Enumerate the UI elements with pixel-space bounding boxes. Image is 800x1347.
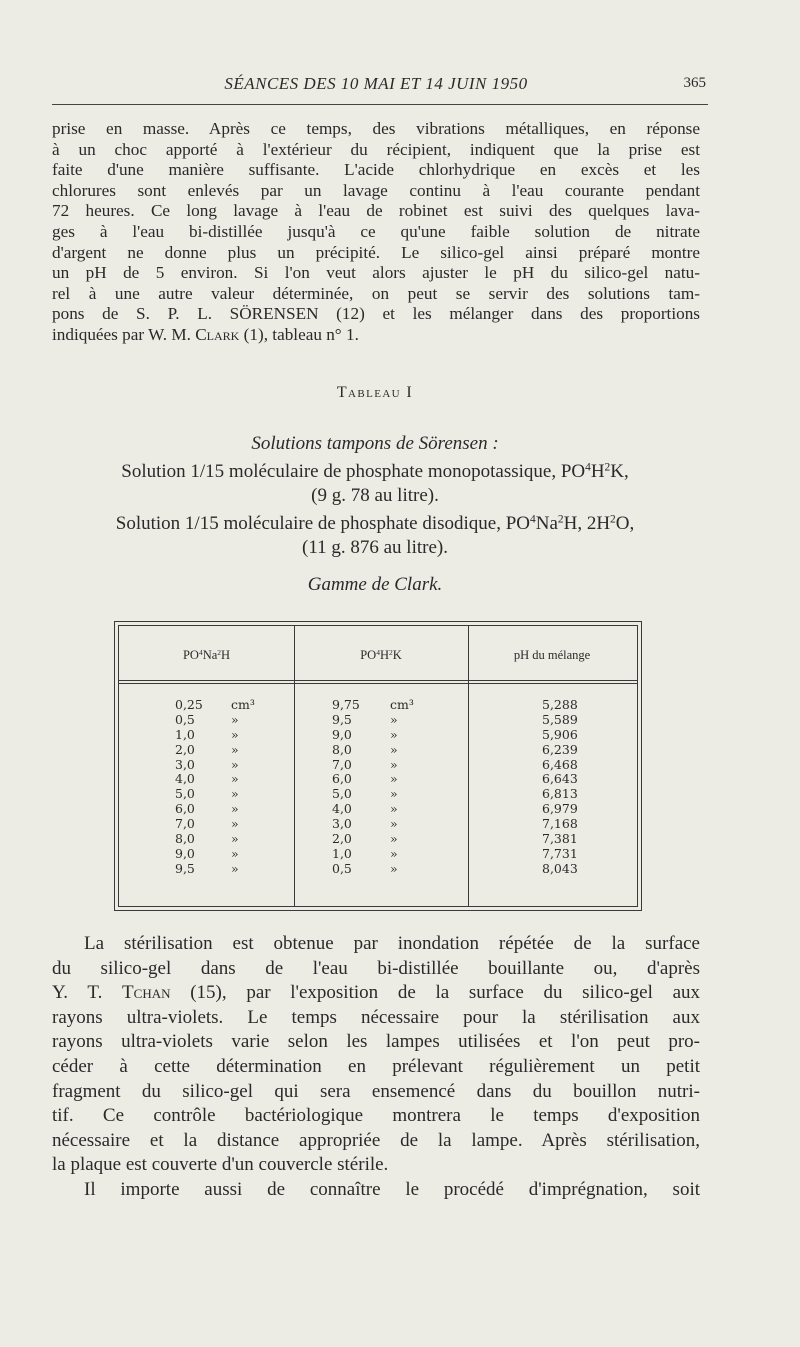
cell-h2k-unit: »: [390, 726, 398, 742]
header-divider: [119, 680, 637, 681]
text-fragment: K,: [610, 461, 629, 482]
cell-h2k-volume: 5,0: [332, 786, 352, 802]
author-name: Tchan: [122, 982, 171, 1004]
cell-ph-value: 6,643: [542, 771, 578, 787]
text-fragment: K: [392, 648, 402, 662]
cell-h2k-volume: 3,0: [332, 816, 352, 832]
clark-table: [114, 621, 642, 911]
paragraph-2-line: tif. Ce contrôle bactériologique montrera le temps d'exposition: [52, 1105, 700, 1127]
table-caption-1: Solutions tampons de Sörensen :: [251, 433, 499, 454]
paragraph-2-line: rayons ultra-violets varie selon les lampes utilisées et l'on peut pro-: [52, 1031, 700, 1053]
cell-ph-value: 5,589: [542, 711, 578, 727]
cell-ph-value: 5,906: [542, 726, 578, 742]
cell-h2k-volume: 4,0: [332, 801, 352, 817]
paragraph-1-line: rel à une autre valeur déterminée, on peut se servir des solutions tam-: [52, 283, 700, 303]
cell-h2k-volume: 6,0: [332, 771, 352, 787]
table-row: [119, 787, 637, 802]
header-rule: [52, 104, 708, 105]
cell-h2k-volume: 9,0: [332, 726, 352, 742]
paragraph-1-line: pons de S. P. L. SÖRENSEN (12) et les mélanger dans des proportions: [52, 304, 700, 324]
cell-na2h-unit: »: [231, 816, 239, 832]
table-body: [119, 698, 637, 877]
column-header-ph: pH du mélange: [513, 648, 591, 662]
table-caption-2: Gamme de Clark.: [307, 574, 443, 595]
cell-na2h-volume: 6,0: [175, 801, 195, 817]
text-fragment: Solution 1/15 moléculaire de phosphate monopotassique, PO: [121, 461, 586, 482]
text-fragment: Solution 1/15 moléculaire de phosphate disodique, PO: [115, 513, 531, 534]
paragraph-1-line: à un choc apporté à l'extérieur du récipient, indiquent que la prise est: [52, 139, 700, 159]
paragraph-1-line: chlorures sont enlevés par un lavage continu à l'eau courante pendant: [52, 180, 700, 200]
paragraph-2-last-line: la plaque est couverte d'un couvercle stérile.: [52, 1154, 389, 1176]
text-fragment: PO: [182, 648, 199, 662]
cell-h2k-unit: »: [390, 860, 398, 876]
cell-h2k-volume: 9,5: [332, 711, 352, 727]
cell-na2h-volume: 8,0: [175, 831, 195, 847]
cell-h2k-unit: »: [390, 786, 398, 802]
cell-na2h-unit: »: [231, 860, 239, 876]
table-row: [119, 832, 637, 847]
superscript: 2: [388, 647, 393, 657]
cell-na2h-unit: cm³: [231, 697, 255, 712]
page-number: 365: [683, 75, 706, 91]
superscript: 2: [217, 647, 222, 657]
cell-na2h-volume: 9,0: [175, 845, 195, 861]
paragraph-1-line: ges à l'eau bi-distillée jusqu'à ce qu'une faible solution de nitrate: [52, 221, 700, 241]
table-row: [119, 743, 637, 758]
clark-table-inner: [118, 625, 638, 907]
paragraph-1-line: un pH de 5 environ. Si l'on veut alors ajuster le pH du silico-gel natu-: [52, 263, 700, 283]
cell-na2h-unit: »: [231, 786, 239, 802]
solution-1-line-1: [50, 460, 700, 484]
cell-h2k-unit: »: [390, 741, 398, 757]
table-row: [119, 758, 637, 773]
text-fragment: Na: [535, 513, 558, 534]
solution-2-line-1: [50, 512, 700, 536]
table-row: [119, 817, 637, 832]
text-fragment: (15), par l'exposition de la surface du silico-gel aux: [170, 982, 700, 1004]
text-fragment: Na: [202, 648, 218, 662]
text-fragment: H: [590, 461, 605, 482]
text-fragment: H: [221, 648, 231, 662]
cell-ph-value: 7,381: [542, 831, 578, 847]
table-row: [119, 772, 637, 787]
solution-2: [50, 512, 700, 559]
text-fragment: Y. T.: [52, 982, 123, 1004]
superscript: 2: [557, 513, 564, 526]
cell-na2h-unit: »: [231, 771, 239, 787]
table-row: [119, 862, 637, 877]
paragraph-3: [52, 1178, 700, 1203]
superscript: 4: [585, 461, 591, 474]
text-fragment: PO: [360, 648, 377, 662]
cell-na2h-unit: »: [231, 726, 239, 742]
paragraph-2-line: du silico-gel dans de l'eau bi-distillée bouillante ou, d'après: [52, 957, 700, 979]
paragraph-1-line: prise en masse. Après ce temps, des vibrations métalliques, en réponse: [52, 119, 700, 138]
cell-h2k-unit: »: [390, 816, 398, 832]
cell-h2k-unit: cm³: [390, 697, 414, 712]
cell-na2h-volume: 4,0: [175, 771, 195, 787]
paragraph-2-line: La stérilisation est obtenue par inondation répétée de la surface: [84, 933, 700, 954]
superscript: 4: [376, 647, 380, 657]
cell-h2k-volume: 8,0: [332, 741, 352, 757]
cell-na2h-unit: »: [231, 711, 239, 727]
cell-na2h-volume: 9,5: [175, 860, 195, 876]
solution-1-line-2: (9 g. 78 au litre).: [311, 484, 439, 506]
cell-ph-value: 6,239: [542, 741, 578, 757]
text-fragment: H, 2H: [563, 513, 611, 534]
solution-2-line-2: (11 g. 876 au litre).: [302, 536, 448, 558]
paragraph-2: [52, 932, 700, 1178]
cell-na2h-volume: 1,0: [175, 726, 195, 742]
cell-na2h-volume: 0,25: [175, 697, 203, 712]
paragraph-1-line: faite d'une manière suffisante. L'acide chlorhydrique en excès et les: [52, 160, 700, 180]
text-fragment: H: [379, 648, 389, 662]
cell-na2h-volume: 5,0: [175, 786, 195, 802]
superscript: 4: [198, 647, 203, 657]
solution-1: [50, 460, 700, 507]
cell-na2h-volume: 0,5: [175, 711, 195, 727]
cell-na2h-unit: »: [231, 801, 239, 817]
cell-na2h-volume: 7,0: [175, 816, 195, 832]
text-fragment: indiquées par W. M.: [52, 324, 196, 344]
paragraph-1: [52, 119, 700, 346]
paragraph-2-line: fragment du silico-gel qui sera ensemencé dans du bouillon nutri-: [52, 1080, 700, 1102]
cell-na2h-volume: 3,0: [175, 756, 195, 772]
header-divider: [119, 683, 637, 684]
superscript: 4: [530, 513, 536, 526]
cell-ph-value: 7,731: [542, 845, 578, 861]
cell-h2k-unit: »: [390, 756, 398, 772]
cell-h2k-volume: 2,0: [332, 831, 352, 847]
table-row: [119, 847, 637, 862]
cell-ph-value: 6,468: [542, 756, 578, 772]
cell-h2k-volume: 7,0: [332, 756, 352, 772]
paragraph-3-line: Il importe aussi de connaître le procédé d'imprégnation, soit: [84, 1179, 700, 1200]
cell-h2k-unit: »: [390, 771, 398, 787]
paragraph-2-line: céder à cette détermination en prélevant régulièrement un petit: [52, 1055, 700, 1077]
cell-h2k-unit: »: [390, 801, 398, 817]
cell-ph-value: 5,288: [542, 697, 578, 712]
superscript: 2: [604, 461, 611, 474]
cell-h2k-unit: »: [390, 831, 398, 847]
paragraph-1-last-line: [52, 325, 700, 346]
cell-h2k-volume: 9,75: [332, 697, 360, 712]
paragraph-1-line: d'argent ne donne plus un précipité. Le silico-gel ainsi préparé montre: [52, 242, 700, 262]
paragraph-2-line: rayons ultra-violets. Le temps nécessaire pour la stérilisation aux: [52, 1006, 700, 1028]
paragraph-1-line: 72 heures. Ce long lavage à l'eau de robinet est suivi des quelques lava-: [52, 201, 700, 221]
cell-na2h-unit: »: [231, 845, 239, 861]
cell-na2h-unit: »: [231, 756, 239, 772]
table-row: [119, 713, 637, 728]
column-header-na2h: [119, 648, 294, 663]
table-row: [119, 698, 637, 713]
text-fragment: O,: [615, 513, 635, 534]
superscript: 2: [610, 513, 616, 526]
cell-h2k-unit: »: [390, 711, 398, 727]
cell-ph-value: 6,813: [542, 786, 578, 802]
running-title: SÉANCES DES 10 MAI ET 14 JUIN 1950: [224, 74, 528, 93]
text-fragment: (1), tableau n° 1.: [239, 324, 359, 344]
cell-h2k-unit: »: [390, 845, 398, 861]
cell-ph-value: 8,043: [542, 860, 578, 876]
table-row: [119, 802, 637, 817]
page-header: [52, 74, 706, 98]
cell-h2k-volume: 0,5: [332, 860, 352, 876]
column-header-h2k: [294, 648, 468, 663]
cell-na2h-unit: »: [231, 831, 239, 847]
cell-ph-value: 6,979: [542, 801, 578, 817]
cell-na2h-unit: »: [231, 741, 239, 757]
cell-h2k-volume: 1,0: [332, 845, 352, 861]
paragraph-2-line: nécessaire et la distance appropriée de la lampe. Après stérilisation,: [52, 1129, 700, 1151]
paragraph-2-line: [52, 981, 700, 1006]
table-row: [119, 728, 637, 743]
table-label: Tableau I: [336, 384, 414, 401]
cell-ph-value: 7,168: [542, 816, 578, 832]
cell-na2h-volume: 2,0: [175, 741, 195, 757]
author-name: Clark: [195, 324, 240, 344]
